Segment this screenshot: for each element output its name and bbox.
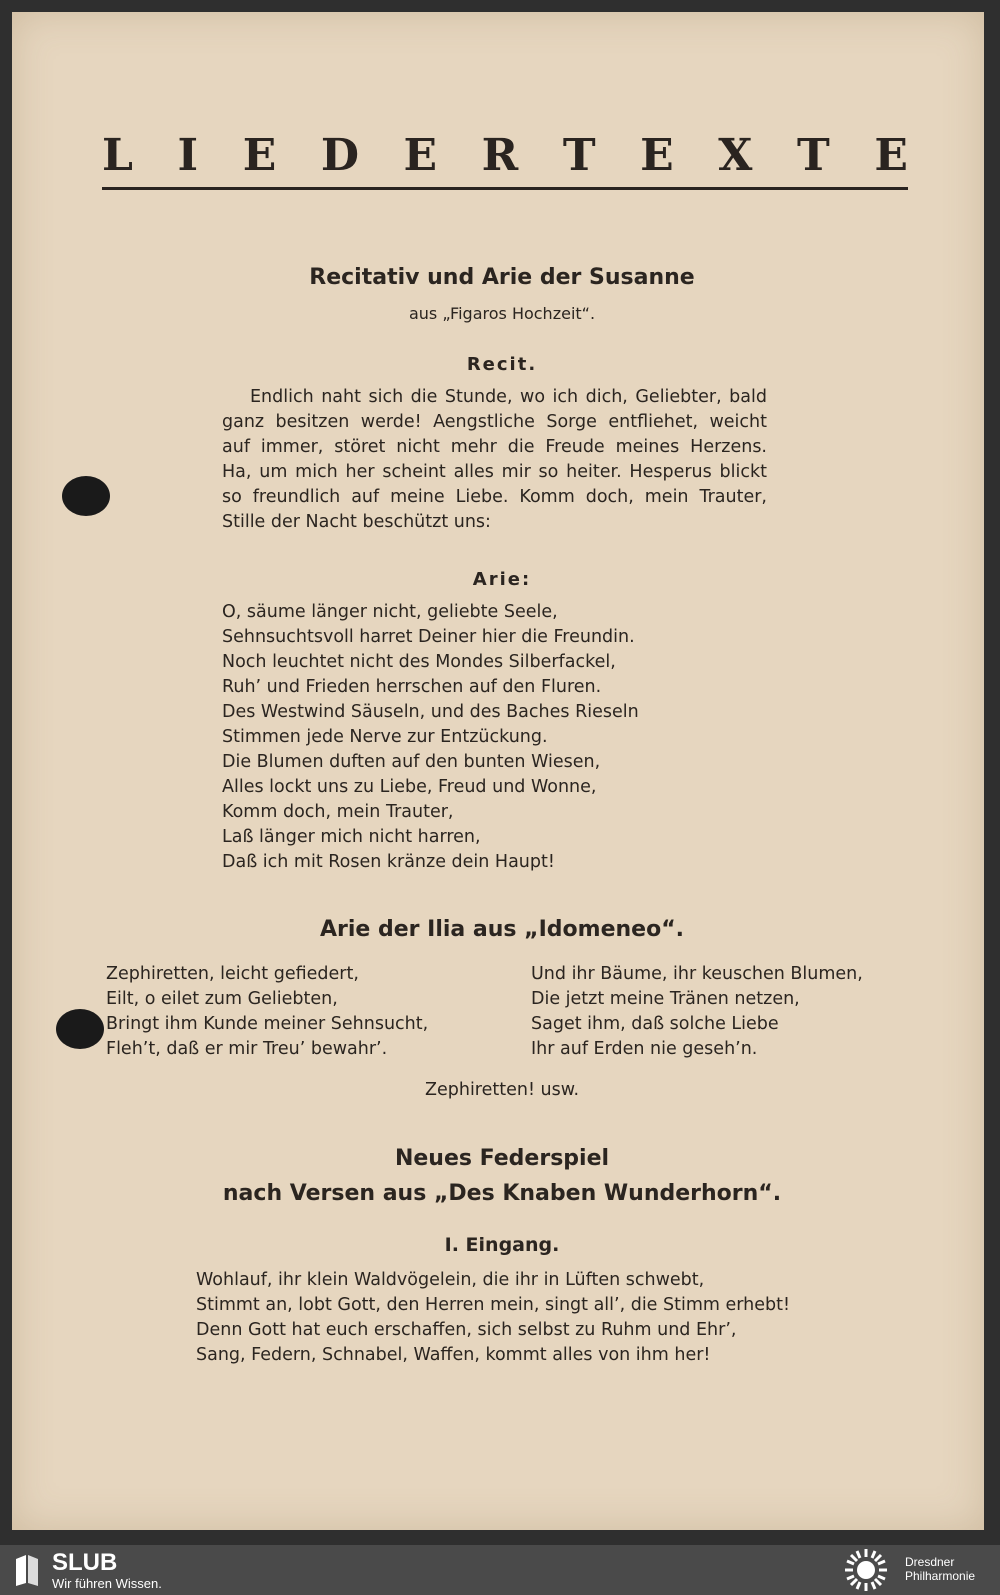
title-letter: R [481, 130, 519, 181]
arie-heading: Arie: [472, 569, 532, 590]
library-tagline: Wir führen Wissen. [52, 1576, 162, 1591]
text-line: Saget ihm, daß solche Liebe [531, 1014, 779, 1034]
song3-section-heading: I. Eingang. [444, 1234, 560, 1256]
text-line: Ha, um mich her scheint alles mir so heiter. Hesperus blickt [222, 462, 767, 482]
partner-name-line: Dresdner [905, 1555, 955, 1569]
text-line: O, säume länger nicht, geliebte Seele, [222, 602, 558, 622]
song3-title: Neues Federspiel [394, 1146, 610, 1171]
text-line: ganz besitzen werde! Aengstliche Sorge entfliehet, weicht [222, 412, 767, 432]
title-letter: E [242, 130, 277, 181]
song2-left-column [106, 962, 506, 1062]
title-letter: T [797, 130, 830, 181]
text-line: Alles lockt uns zu Liebe, Freud und Wonne, [222, 777, 597, 797]
text-line: Zephiretten, leicht gefiedert, [106, 964, 359, 984]
text-line: auf immer, störet nicht mehr die Freude meines Herzens. [222, 437, 767, 457]
text-line: Die Blumen duften auf den bunten Wiesen, [222, 752, 601, 772]
library-logo-name: SLUB [52, 1549, 118, 1576]
punch-hole [62, 476, 110, 516]
text-line: Endlich naht sich die Stunde, wo ich dich, Geliebter, bald [250, 387, 767, 407]
text-line: Des Westwind Säuseln, und des Baches Rieseln [222, 702, 639, 722]
title-letter: D [320, 130, 359, 181]
partner-logo-name [905, 1555, 975, 1583]
text-line: Daß ich mit Rosen kränze dein Haupt! [222, 852, 555, 872]
book-icon [14, 1553, 40, 1587]
text-line: Denn Gott hat euch erschaffen, sich selbst zu Ruhm und Ehr’, [196, 1320, 737, 1340]
text-line: Stille der Nacht beschützt uns: [222, 512, 491, 532]
text-line: Fleh’t, daß er mir Treu’ bewahr’. [106, 1039, 388, 1059]
text-line: Komm doch, mein Trauter, [222, 802, 454, 822]
text-line: Wohlauf, ihr klein Waldvögelein, die ihr in Lüften schwebt, [196, 1270, 705, 1290]
text-line: Ihr auf Erden nie geseh’n. [531, 1039, 758, 1059]
title-letter: E [403, 130, 438, 181]
title-letter: I [177, 130, 199, 181]
title-letter: E [874, 130, 908, 181]
text-line: Laß länger mich nicht harren, [222, 827, 481, 847]
text-line: Stimmt an, lobt Gott, den Herren mein, singt all’, die Stimm erhebt! [196, 1295, 791, 1315]
arie-text [222, 600, 782, 875]
text-line: Sang, Federn, Schnabel, Waffen, kommt alles von ihm her! [196, 1345, 711, 1365]
title-letter: E [640, 130, 674, 181]
title-letter: L [102, 130, 133, 181]
text-line: Eilt, o eilet zum Geliebten, [106, 989, 338, 1009]
text-line: Sehnsuchtsvoll harret Deiner hier die Freundin. [222, 627, 635, 647]
song3-subtitle: nach Versen aus „Des Knaben Wunderhorn“. [222, 1181, 782, 1206]
song2-right-column [531, 962, 961, 1062]
text-line: so freundlich auf meine Liebe. Komm doch, mein Trauter, [222, 487, 767, 507]
partner-name-line: Philharmonie [905, 1569, 976, 1583]
text-line: Die jetzt meine Tränen netzen, [531, 989, 800, 1009]
page-title [102, 130, 908, 190]
recit-heading: Recit. [466, 354, 538, 375]
song1-subtitle: aus „Figaros Hochzeit“. [408, 304, 596, 323]
recit-text [222, 385, 767, 535]
text-line: Ruh’ und Frieden herrschen auf den Fluren. [222, 677, 602, 697]
title-letter: T [562, 130, 596, 181]
text-line: Stimmen jede Nerve zur Entzückung. [222, 727, 548, 747]
philharmonie-sunburst-icon [843, 1547, 889, 1593]
document-page [12, 12, 984, 1530]
song2-refrain: Zephiretten! usw. [424, 1080, 580, 1100]
text-line: Noch leuchtet nicht des Mondes Silberfackel, [222, 652, 616, 672]
song2-title: Arie der Ilia aus „Idomeneo“. [319, 917, 685, 942]
song1-title: Recitativ und Arie der Susanne [309, 265, 695, 290]
footer-bar [0, 1545, 1000, 1595]
text-line: Bringt ihm Kunde meiner Sehnsucht, [106, 1014, 429, 1034]
song3-text [196, 1268, 956, 1368]
text-line: Und ihr Bäume, ihr keuschen Blumen, [531, 964, 863, 984]
punch-hole [56, 1009, 104, 1049]
title-letter: X [718, 130, 753, 181]
